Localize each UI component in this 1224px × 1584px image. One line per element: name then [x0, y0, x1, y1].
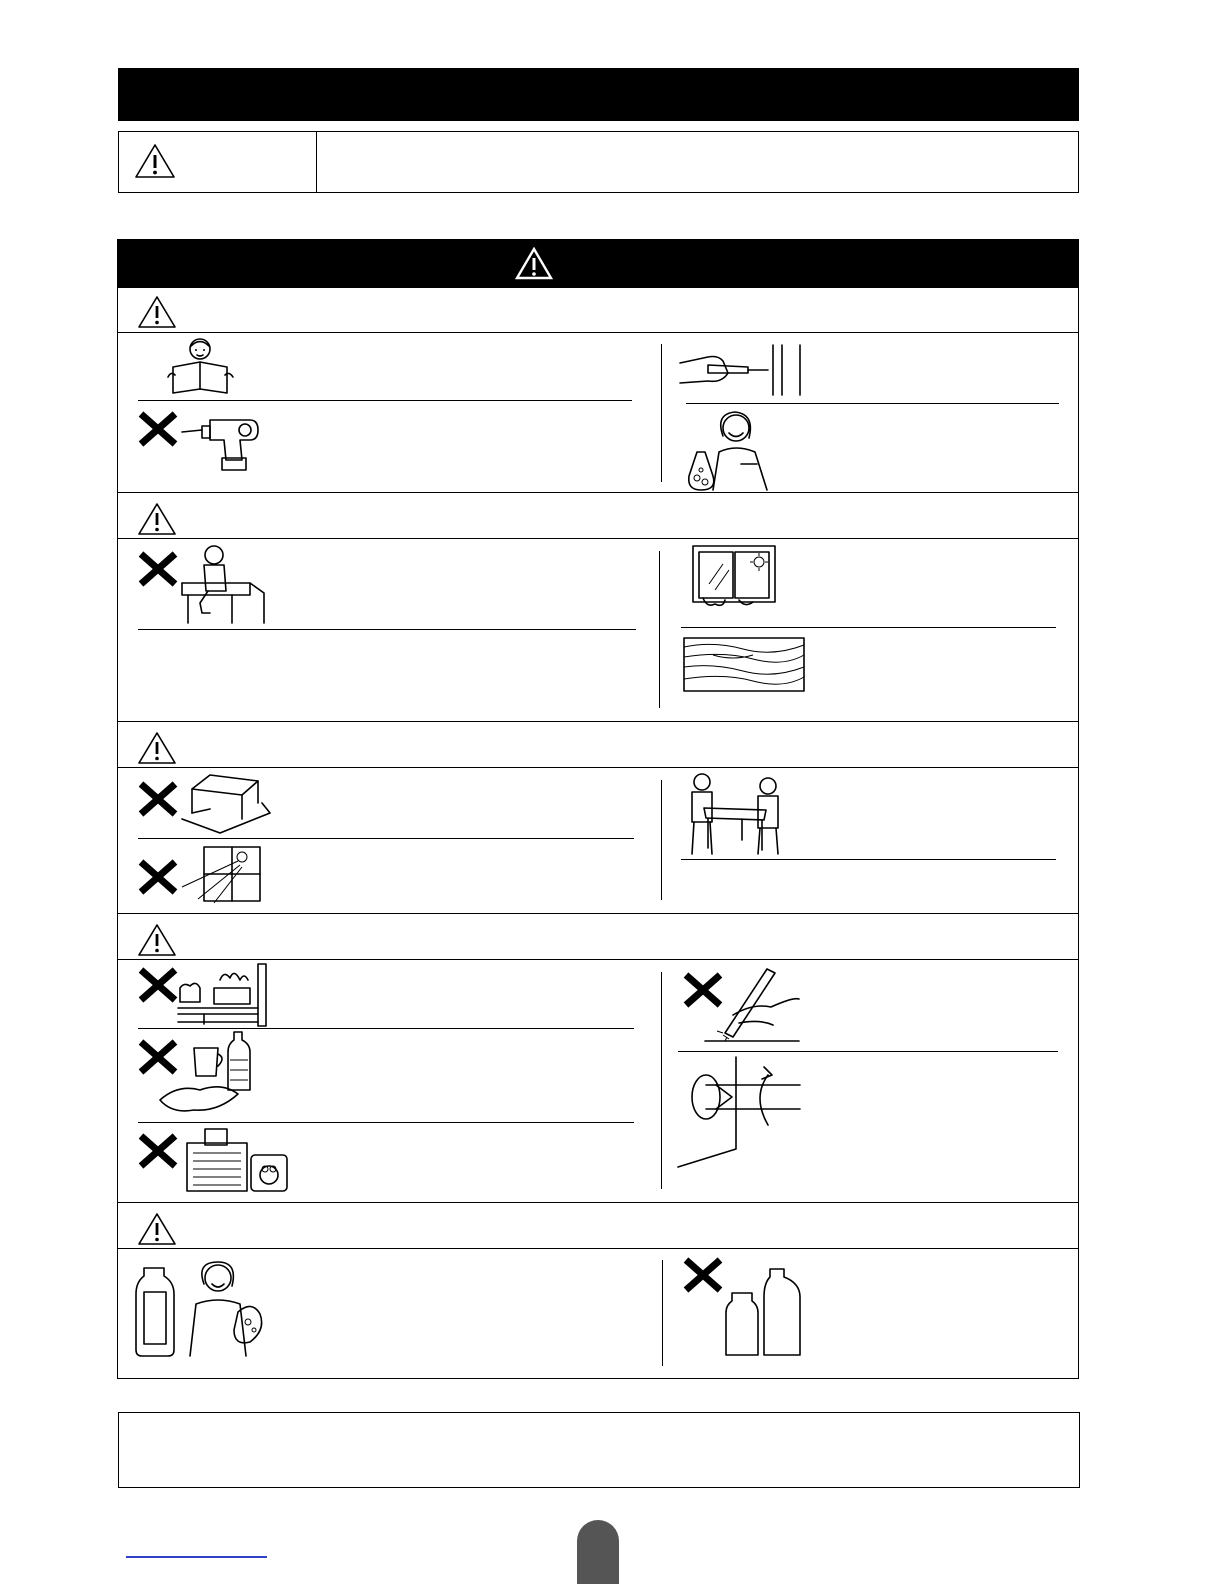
warning-triangle-icon: [137, 923, 177, 957]
warning-triangle-icon: [137, 731, 177, 765]
window-sunlight-illustration: [689, 544, 779, 610]
electric-screwdriver-illustration: [180, 410, 260, 472]
section-5-heading: [135, 1210, 1035, 1246]
section-4-heading: [135, 921, 1035, 957]
section-1-heading: [135, 293, 1035, 329]
woman-with-cleaner-and-cloth-illustration: [134, 1260, 274, 1358]
section-3-heading: [135, 729, 1035, 765]
x-prohibited-icon: [138, 782, 178, 816]
x-prohibited-icon: [683, 1258, 723, 1292]
x-prohibited-icon: [138, 968, 178, 1002]
two-people-carrying-desk-illustration: [682, 770, 782, 856]
woman-with-parts-bag-illustration: [683, 406, 773, 492]
warning-triangle-icon: [134, 143, 176, 179]
kettle-pot-on-shelf-illustration: [176, 962, 268, 1028]
x-prohibited-icon: [138, 552, 178, 586]
pen-scratching-surface-illustration: [703, 963, 801, 1043]
warning-triangle-icon: [515, 247, 553, 280]
warning-bar: [117, 239, 1079, 288]
x-prohibited-icon: [138, 412, 178, 446]
footer-note-box: [118, 1412, 1080, 1488]
x-prohibited-icon: [138, 1134, 178, 1168]
x-prohibited-icon: [138, 860, 178, 894]
window-sun-glare-illustration: [180, 845, 264, 903]
header-bar: [118, 68, 1079, 121]
wood-grain-illustration: [683, 637, 806, 692]
chemical-bottles-illustration: [722, 1267, 804, 1359]
section-2-heading: [135, 500, 1035, 536]
child-sitting-on-desk-illustration: [180, 543, 266, 625]
hand-screwdriver-wall-illustration: [678, 343, 803, 398]
definition-box: [118, 131, 1079, 193]
footer-link[interactable]: [126, 1556, 267, 1558]
screw-turning-illustration: [676, 1055, 804, 1169]
warning-triangle-icon: [137, 295, 177, 329]
calendar-sticker-illustration: [185, 1127, 289, 1193]
spilled-drink-bottle-illustration: [158, 1030, 270, 1116]
page-number-tab: [577, 1520, 619, 1584]
person-reading-manual-illustration: [165, 335, 240, 397]
warning-triangle-icon: [137, 502, 177, 536]
desk-on-slope-illustration: [180, 773, 272, 835]
warning-triangle-icon: [137, 1212, 177, 1246]
